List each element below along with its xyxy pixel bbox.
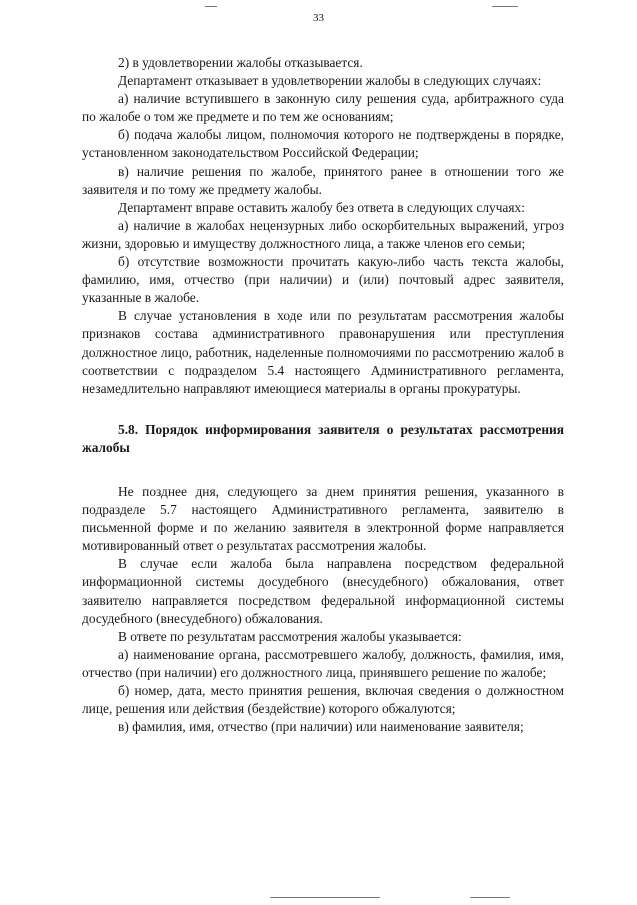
list-item: б) отсутствие возможности прочитать какую-либо часть текста жалобы, фамилию, имя, отчество (при наличии) и (или) почтовый адрес заявителя, указанные в жалобе. — [82, 254, 564, 306]
list-item: в) наличие решения по жалобе, принятого ранее в отношении того же заявителя и по тому же предмету жалобы. — [82, 163, 564, 197]
paragraph: 2) в удовлетворении жалобы отказывается. — [118, 55, 363, 70]
scan-artifact — [492, 6, 518, 7]
list-item: б) подача жалобы лицом, полномочия которого не подтверждены в порядке, установленном законодательством Российской Федерации; — [82, 127, 564, 161]
document-body — [82, 54, 564, 736]
section-heading: 5.8. Порядок информирования заявителя о результатах рассмотрения жалобы — [82, 421, 564, 455]
paragraph: В ответе по результатам рассмотрения жалобы указывается: — [118, 628, 462, 644]
list-item: в) фамилия, имя, отчество (при наличии) или наименование заявителя; — [118, 719, 524, 735]
list-item: а) наличие в жалобах нецензурных либо оскорбительных выражений, угроз жизни, здоровью и имуществу должностного лица, а также членов его семьи; — [82, 217, 564, 251]
paragraph: Департамент вправе оставить жалобу без ответа в следующих случаях: — [118, 199, 525, 215]
list-item: а) наличие вступившего в законную силу решения суда, арбитражного суда по жалобе о том же предмете и по тем же основаниям; — [82, 91, 564, 125]
scan-artifact — [205, 6, 217, 7]
scan-artifact — [470, 897, 510, 898]
paragraph: В случае установления в ходе или по результатам рассмотрения жалобы признаков состава административного правонарушения или преступления должностное лицо, работник, наделенные полномочиями по рассмотрению жалоб в соответствии с подразделом 5.4 настоящего Административного регламента, незамедлительно направляют имеющиеся материалы в органы прокуратуры. — [82, 308, 564, 396]
list-item: а) наименование органа, рассмотревшего жалобу, должность, фамилия, имя, отчество (при наличии) его должностного лица, принявшего решение по жалобе; — [82, 646, 564, 680]
list-item: б) номер, дата, место принятия решения, включая сведения о должностном лице, решения или действия (бездействие) которого обжалуются; — [82, 683, 564, 717]
scan-artifact — [270, 897, 380, 898]
page-number: 33 — [313, 12, 324, 24]
paragraph: В случае если жалоба была направлена посредством федеральной информационной системы досудебного (внесудебного) обжалования, ответ заявителю направляется посредством федеральной информационной системы досудебного (внесудебного) обжалования. — [82, 556, 564, 626]
paragraph: Департамент отказывает в удовлетворении жалобы в следующих случаях: — [118, 73, 542, 89]
paragraph: Не позднее дня, следующего за днем принятия решения, указанного в подразделе 5.7 настоящего Административного регламента, заявителю в письменной форме и по желанию заявителя в электронной форме направляется мотивированный ответ о результатах рассмотрения жалобы. — [82, 483, 564, 554]
